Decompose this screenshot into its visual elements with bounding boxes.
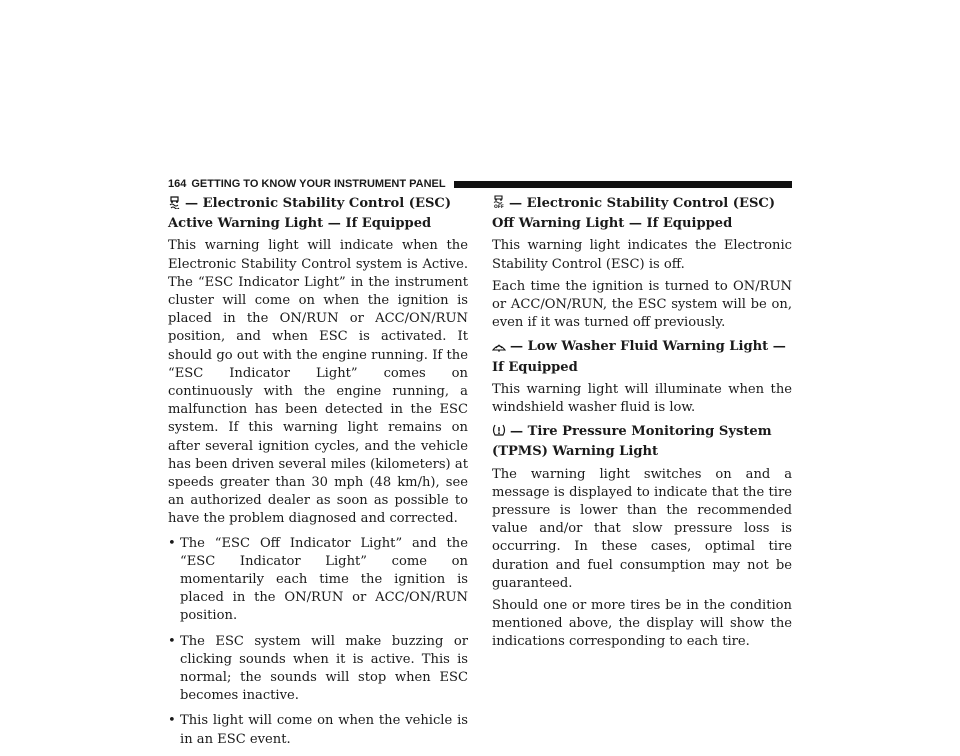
esc-active-heading-text: — Electronic Stability Control (ESC) Active Warning Light — If Equipped [168, 196, 452, 232]
washer-fluid-paragraph: This warning light will illuminate when the windshield washer fluid is low. [492, 381, 792, 416]
esc-off-paragraph-2: Each time the ignition is turned to ON/RUN or ACC/ON/RUN, the ESC system will be on, even if it was turned off previously. [492, 278, 792, 331]
tpms-icon [492, 424, 506, 443]
bullet-dot: • [168, 633, 176, 649]
header-rule [454, 181, 792, 188]
tpms-section [492, 423, 792, 651]
esc-off-heading [492, 195, 792, 233]
esc-active-icon [168, 196, 181, 215]
esc-off-paragraph-1: This warning light indicates the Electronic Stability Control (ESC) is off. [492, 238, 792, 272]
esc-active-heading [168, 195, 468, 233]
list-item: • The ESC system will make buzzing or clicking sounds when it is active. This is normal; the sounds will stop when ESC becomes inactive. [168, 633, 468, 704]
esc-off-icon [492, 195, 505, 215]
tpms-heading [492, 423, 792, 461]
bullet-dot: • [168, 535, 176, 551]
left-column [168, 195, 468, 756]
tpms-heading-text: — Tire Pressure Monitoring System (TPMS) Warning Light [492, 424, 772, 460]
section-title: GETTING TO KNOW YOUR INSTRUMENT PANEL [191, 178, 446, 190]
esc-active-paragraph: This warning light will indicate when the Electronic Stability Control system is Active. The “ESC Indicator Light” in the instrument cluster will come on when the ignition is placed in the ON/RUN or ACC/ON/RUN position, and when ESC is activated. It should go out with the engine running. If the “ESC Indicator Light” comes on continuously with the engine running, a malfunction has been detected in the ESC system. If this warning light remains on after several ignition cycles, and the vehicle has been driven several miles (kilometers) at speeds greater than 30 mph (48 km/h), see an authorized dealer as soon as possible to have the problem diagnosed and corrected. [168, 238, 468, 527]
page-number: 164 [168, 178, 187, 190]
tpms-paragraph-2: Should one or more tires be in the condition mentioned above, the display will show the indications corresponding to each tire. [492, 598, 792, 650]
esc-off-section [492, 195, 792, 332]
esc-bullet-list [168, 535, 468, 749]
washer-fluid-heading-text: — Low Washer Fluid Warning Light — If Equipped [492, 339, 786, 375]
list-item: • The “ESC Off Indicator Light” and the “ESC Indicator Light” come on momentarily each time the ignition is placed in the ON/RUN or ACC/ON/RUN position. [168, 535, 468, 624]
tpms-paragraph-1: The warning light switches on and a message is displayed to indicate that the tire pressure is lower than the recommended value and/or that slow pressure loss is occurring. In these cases, optimal tire duration and fuel consumption may not be guaranteed. [492, 466, 792, 591]
washer-fluid-section [492, 338, 792, 417]
list-item: • This light will come on when the vehicle is in an ESC event. [168, 713, 468, 747]
esc-off-heading-text: — Electronic Stability Control (ESC) Off Warning Light — If Equipped [492, 196, 776, 232]
washer-fluid-heading [492, 338, 792, 376]
washer-fluid-icon [492, 340, 506, 358]
svg-text:OFF: OFF [494, 205, 504, 209]
right-column [492, 195, 792, 658]
page-header [168, 176, 792, 192]
bullet-dot: • [168, 713, 176, 729]
